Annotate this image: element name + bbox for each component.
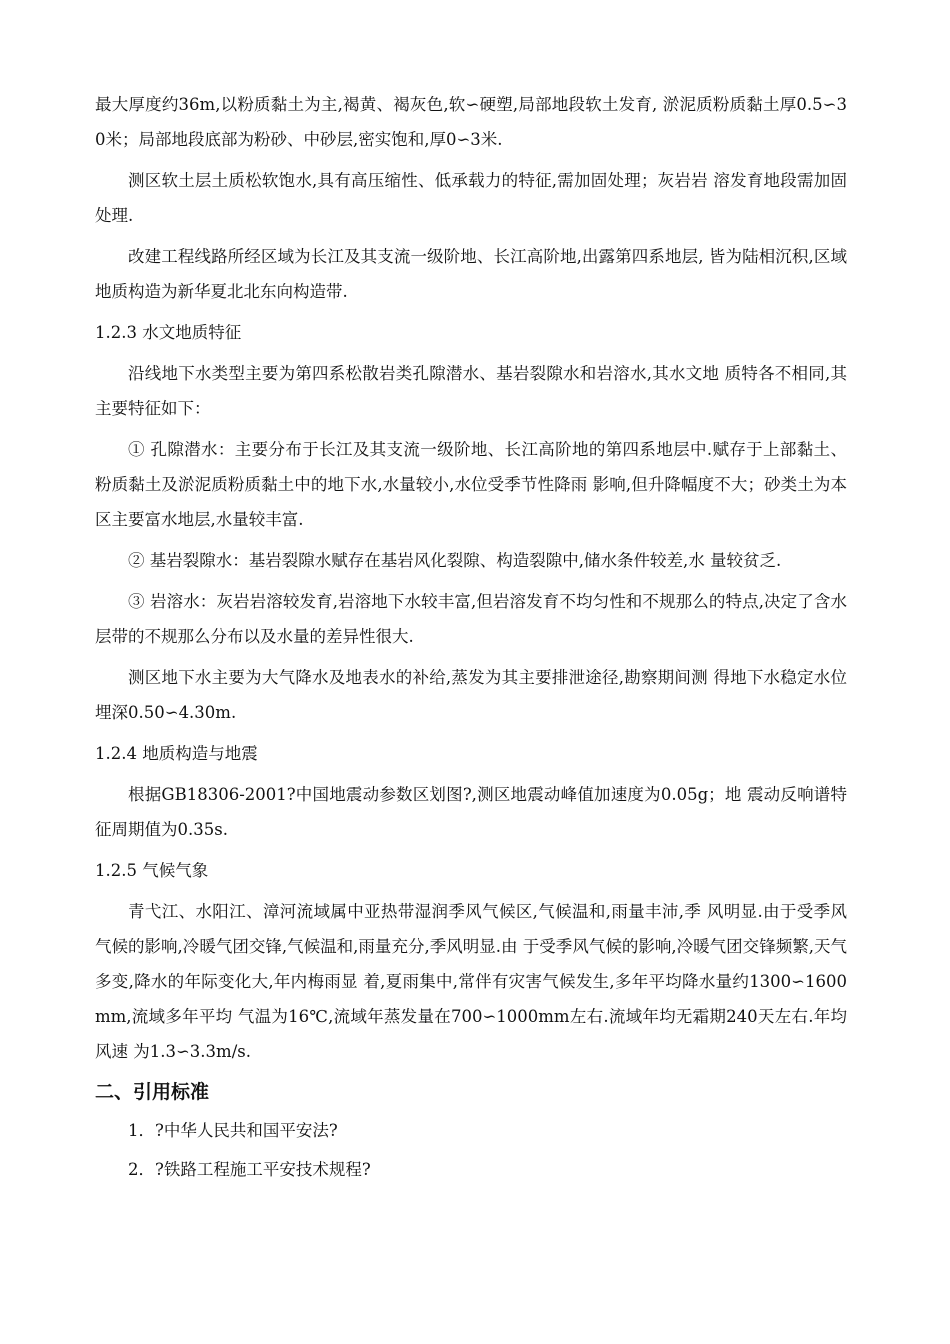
heading-1-2-4: 1.2.4 地质构造与地震 [95, 744, 258, 763]
paragraph-pore-water: ① 孔隙潜水：主要分布于长江及其支流一级阶地、长江高阶地的第四系地层中.赋存于上部黏土、粉质黏土及淤泥质粉质黏土中的地下水,水量较小,水位受季节性降雨 影响,但升降幅度不大；砂类土为本区主要富水地层,水量较丰富. [95, 440, 847, 529]
paragraph-recharge: 测区地下水主要为大气降水及地表水的补给,蒸发为其主要排泄途径,勘察期间测 得地下水稳定水位埋深0.50∽4.30m. [95, 668, 847, 722]
heading-1-2-3: 1.2.3 水文地质特征 [95, 323, 242, 342]
paragraph-soil-thickness: 最大厚度约36m,以粉质黏土为主,褐黄、褐灰色,软∽硬塑,局部地段软土发育, 淤泥质粉质黏土厚0.5∽30米；局部地段底部为粉砂、中砂层,密实饱和,厚0∽3米. [95, 95, 847, 149]
paragraph-soft-soil: 测区软土层土质松软饱水,具有高压缩性、低承载力的特征,需加固处理；灰岩岩 溶发育地段需加固处理. [95, 171, 847, 225]
section-title-cited-standards: 二、引用标准 [95, 1081, 210, 1103]
paragraph-groundwater-types: 沿线地下水类型主要为第四系松散岩类孔隙潜水、基岩裂隙水和岩溶水,其水文地 质特各不相同,其主要特征如下： [95, 364, 847, 418]
paragraph-route-area: 改建工程线路所经区域为长江及其支流一级阶地、长江高阶地,出露第四系地层, 皆为陆相沉积,区域地质构造为新华夏北北东向构造带. [95, 247, 847, 301]
list-item: 2．?铁路工程施工平安技术规程? [128, 1160, 371, 1179]
document-page [95, 87, 847, 1191]
paragraph-seismic: 根据GB18306-2001?中国地震动参数区划图?,测区地震动峰值加速度为0.05g；地 震动反响谱特征周期值为0.35s. [95, 785, 847, 839]
paragraph-fissure-water: ② 基岩裂隙水：基岩裂隙水赋存在基岩风化裂隙、构造裂隙中,储水条件较差,水 量较贫乏. [128, 551, 782, 570]
paragraph-karst-water: ③ 岩溶水：灰岩岩溶较发育,岩溶地下水较丰富,但岩溶发育不均匀性和不规那么的特点,决定了含水层带的不规那么分布以及水量的差异性很大. [95, 592, 847, 646]
paragraph-climate: 青弋江、水阳江、漳河流域属中亚热带湿润季风气候区,气候温和,雨量丰沛,季 风明显.由于受季风气候的影响,冷暖气团交锋,气候温和,雨量充分,季风明显.由 于受季风气候的影响,冷暖气团交锋频繁,天气多变,降水的年际变化大,年内梅雨显 着,夏雨集中,常伴有灾害气候发生,多年平均降水量约1300∽1600mm,流域多年平均 气温为16℃,流域年蒸发量在700∽1000mm左右.流域年均无霜期240天左右.年均风速 为1.3∽3.3m/s. [95, 902, 847, 1061]
heading-1-2-5: 1.2.5 气候气象 [95, 861, 209, 880]
list-item: 1．?中华人民共和国平安法? [128, 1121, 338, 1140]
